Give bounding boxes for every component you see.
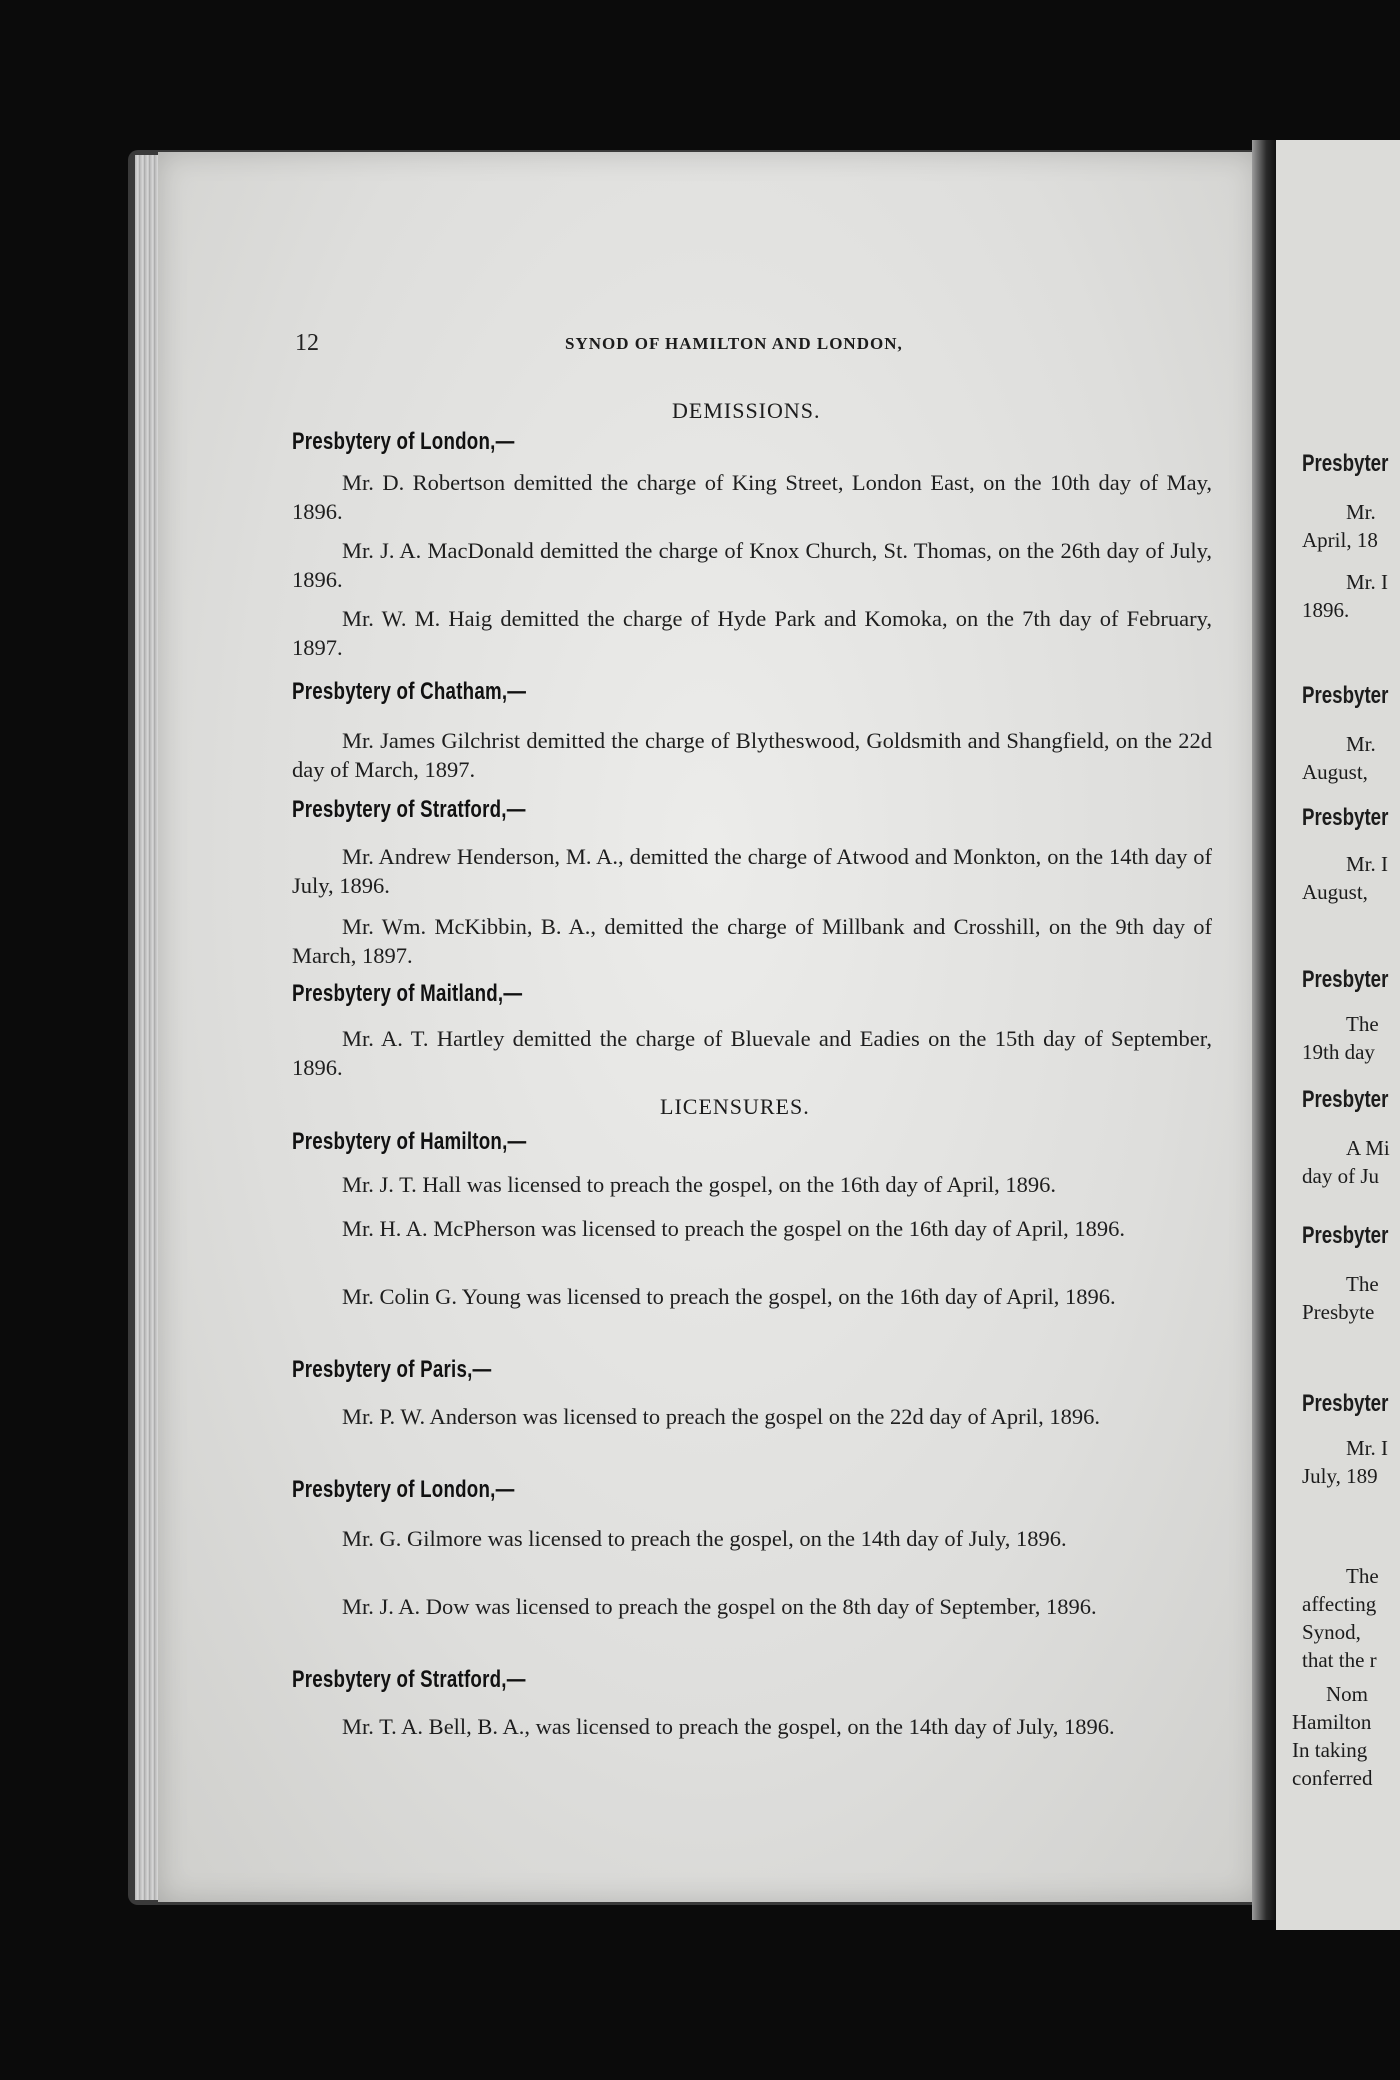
presbytery-heading: Presbytery of Paris,— <box>292 1356 492 1383</box>
entry: Mr. J. A. MacDonald demitted the charge of Knox Church, St. Thomas, on the 26th day of July, 1896. <box>292 538 1212 592</box>
facing-page-fragment: Presbyter <box>1302 804 1389 831</box>
facing-page-fragment: Synod, <box>1302 1620 1361 1644</box>
entry: Mr. P. W. Anderson was licensed to preach the gospel on the 22d day of April, 1896. <box>342 1404 1101 1429</box>
facing-page-fragment: Presbyter <box>1302 450 1389 477</box>
facing-page-fragment: August, <box>1302 760 1368 784</box>
page-number: 12 <box>295 330 319 356</box>
facing-page-fragment: The <box>1346 1564 1379 1588</box>
facing-page-fragment: Presbyter <box>1302 1086 1389 1113</box>
facing-page-fragment: Nom <box>1326 1682 1368 1706</box>
book-gutter <box>1252 140 1276 1920</box>
entry: Mr. James Gilchrist demitted the charge of Blytheswood, Goldsmith and Shangfield, on the 22d day of March, 1897. <box>292 728 1212 782</box>
facing-page-fragment: The <box>1346 1272 1379 1296</box>
facing-page-fragment: Mr. I <box>1346 570 1388 594</box>
facing-page-fragment: Mr. I <box>1346 1436 1388 1460</box>
facing-page-fragment: Hamilton <box>1292 1710 1372 1734</box>
entry: Mr. H. A. McPherson was licensed to preach the gospel on the 16th day of April, 1896. <box>342 1216 1125 1241</box>
facing-page-fragment: Mr. <box>1346 500 1376 524</box>
facing-page-fragment: The <box>1346 1012 1379 1036</box>
facing-page-fragment: 1896. <box>1302 598 1350 622</box>
presbytery-heading: Presbytery of Hamilton,— <box>292 1128 527 1155</box>
section-heading-licensures: LICENSURES. <box>660 1094 810 1119</box>
presbytery-heading: Presbytery of Chatham,— <box>292 678 527 705</box>
section-heading-demissions: DEMISSIONS. <box>672 398 821 423</box>
entry: Mr. J. T. Hall was licensed to preach the gospel, on the 16th day of April, 1896. <box>342 1172 1057 1197</box>
facing-page-fragment: Presbyter <box>1302 1390 1389 1417</box>
facing-page-fragment: Mr. I <box>1346 852 1388 876</box>
facing-page-fragment: 19th day <box>1302 1040 1375 1064</box>
entry: Mr. Andrew Henderson, M. A., demitted the charge of Atwood and Monkton, on the 14th day of July, 1896. <box>292 844 1212 898</box>
entry: Mr. D. Robertson demitted the charge of King Street, London East, on the 10th day of May, 1896. <box>292 470 1212 524</box>
facing-page-fragment: April, 18 <box>1302 528 1378 552</box>
entry: Mr. J. A. Dow was licensed to preach the gospel on the 8th day of September, 1896. <box>342 1594 1097 1619</box>
entry: Mr. G. Gilmore was licensed to preach the gospel, on the 14th day of July, 1896. <box>342 1526 1067 1551</box>
entry: Mr. W. M. Haig demitted the charge of Hyde Park and Komoka, on the 7th day of February, 1897. <box>292 606 1212 660</box>
facing-page-fragment: conferred <box>1292 1766 1373 1790</box>
running-head-title: SYNOD OF HAMILTON AND LONDON, <box>565 334 903 353</box>
facing-page-fragment: Mr. <box>1346 732 1376 756</box>
presbytery-heading: Presbytery of Maitland,— <box>292 980 523 1007</box>
facing-page-fragment: July, 189 <box>1302 1464 1378 1488</box>
entry: Mr. Colin G. Young was licensed to preach the gospel, on the 16th day of April, 1896. <box>342 1284 1116 1309</box>
facing-page-fragment: Presbyte <box>1302 1300 1375 1324</box>
facing-page-fragment: Presbyter <box>1302 1222 1389 1249</box>
presbytery-heading: Presbytery of Stratford,— <box>292 796 526 823</box>
facing-page-fragment: In taking <box>1292 1738 1368 1762</box>
presbytery-heading: Presbytery of Stratford,— <box>292 1666 526 1693</box>
entry: Mr. A. T. Hartley demitted the charge of Bluevale and Eadies on the 15th day of September, 1896. <box>292 1026 1212 1080</box>
facing-page-fragment: Presbyter <box>1302 682 1389 709</box>
facing-page-fragment: affecting <box>1302 1592 1377 1616</box>
facing-page-fragment: day of Ju <box>1302 1164 1379 1188</box>
facing-page <box>1276 140 1400 1930</box>
entry: Mr. T. A. Bell, B. A., was licensed to preach the gospel, on the 14th day of July, 1896. <box>342 1714 1115 1739</box>
facing-page-fragment: that the r <box>1302 1648 1377 1672</box>
presbytery-heading: Presbytery of London,— <box>292 428 515 455</box>
presbytery-heading: Presbytery of London,— <box>292 1476 515 1503</box>
facing-page-fragment: A Mi <box>1346 1136 1390 1160</box>
entry: Mr. Wm. McKibbin, B. A., demitted the charge of Millbank and Crosshill, on the 9th day of March, 1897. <box>292 914 1212 968</box>
running-head <box>295 330 995 360</box>
facing-page-fragment: Presbyter <box>1302 966 1389 993</box>
facing-page-fragment: August, <box>1302 880 1368 904</box>
